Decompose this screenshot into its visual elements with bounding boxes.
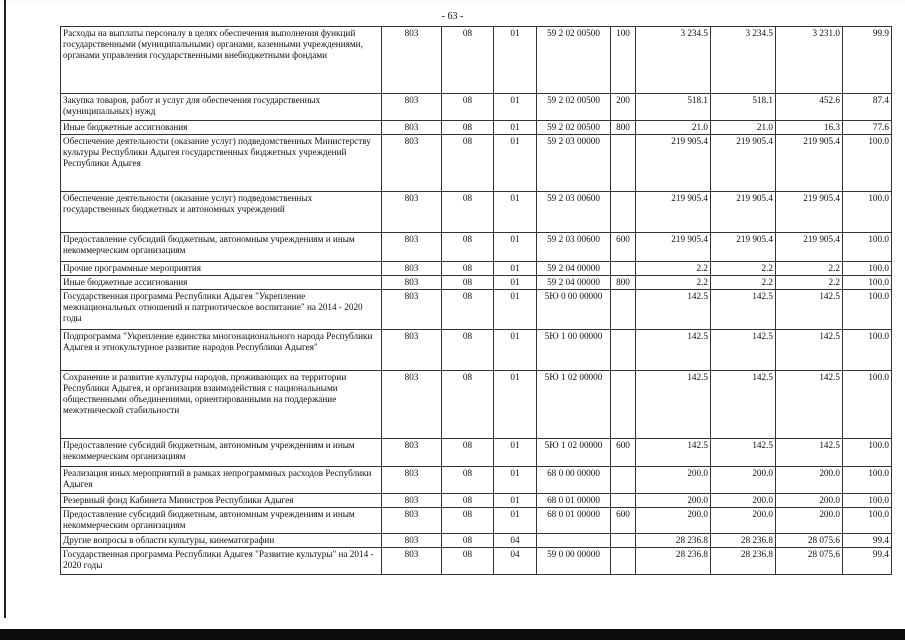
ved-code: 803 xyxy=(382,276,442,290)
execution-percent: 77.6 xyxy=(843,121,892,135)
approved-amount: 2.2 xyxy=(636,276,711,290)
execution-percent: 100.0 xyxy=(843,439,892,467)
section-code: 08 xyxy=(442,192,494,233)
executed-amount: 142.5 xyxy=(776,439,843,467)
row-name: Другие вопросы в области культуры, кинематографии xyxy=(61,534,382,548)
approved-amount: 200.0 xyxy=(636,467,711,494)
ved-code: 803 xyxy=(382,534,442,548)
ved-code: 803 xyxy=(382,27,442,94)
table-row xyxy=(61,467,892,494)
expense-type-code xyxy=(611,330,636,371)
approved-amount: 142.5 xyxy=(636,371,711,439)
target-item-code: 5Ю 1 02 00000 xyxy=(537,371,611,439)
executed-amount: 142.5 xyxy=(776,371,843,439)
execution-percent: 100.0 xyxy=(843,494,892,508)
planned-amount: 142.5 xyxy=(711,330,776,371)
row-name: Сохранение и развитие культуры народов, проживающих на территории Республики Адыгея, и организация взаимодействия с национальными общественными объединениями, ориентированными на поддержание межэтнической стабильности xyxy=(61,371,382,439)
execution-percent: 100.0 xyxy=(843,330,892,371)
planned-amount: 142.5 xyxy=(711,290,776,330)
section-code: 08 xyxy=(442,135,494,192)
executed-amount: 219 905.4 xyxy=(776,192,843,233)
budget-table xyxy=(60,26,892,575)
subsection-code: 01 xyxy=(494,439,537,467)
subsection-code: 01 xyxy=(494,290,537,330)
executed-amount: 219 905.4 xyxy=(776,135,843,192)
executed-amount: 2.2 xyxy=(776,262,843,276)
execution-percent: 99.4 xyxy=(843,534,892,548)
table-row xyxy=(61,371,892,439)
planned-amount: 219 905.4 xyxy=(711,135,776,192)
expense-type-code xyxy=(611,534,636,548)
expense-type-code xyxy=(611,262,636,276)
expense-type-code: 100 xyxy=(611,27,636,94)
planned-amount: 2.2 xyxy=(711,276,776,290)
subsection-code: 01 xyxy=(494,508,537,534)
table-row xyxy=(61,27,892,94)
ved-code: 803 xyxy=(382,494,442,508)
executed-amount: 16.3 xyxy=(776,121,843,135)
target-item-code: 59 2 02 00500 xyxy=(537,121,611,135)
executed-amount: 200.0 xyxy=(776,494,843,508)
executed-amount: 142.5 xyxy=(776,290,843,330)
section-code: 08 xyxy=(442,262,494,276)
subsection-code: 01 xyxy=(494,276,537,290)
ved-code: 803 xyxy=(382,439,442,467)
row-name: Предоставление субсидий бюджетным, автономным учреждениям и иным некоммерческим организациям xyxy=(61,439,382,467)
planned-amount: 200.0 xyxy=(711,508,776,534)
subsection-code: 01 xyxy=(494,94,537,121)
approved-amount: 219 905.4 xyxy=(636,233,711,262)
planned-amount: 142.5 xyxy=(711,371,776,439)
approved-amount: 142.5 xyxy=(636,439,711,467)
ved-code: 803 xyxy=(382,330,442,371)
execution-percent: 99.9 xyxy=(843,27,892,94)
table-row xyxy=(61,233,892,262)
execution-percent: 100.0 xyxy=(843,508,892,534)
expense-type-code xyxy=(611,548,636,575)
subsection-code: 01 xyxy=(494,330,537,371)
ved-code: 803 xyxy=(382,508,442,534)
expense-type-code xyxy=(611,371,636,439)
target-item-code: 59 2 04 00000 xyxy=(537,262,611,276)
target-item-code: 59 2 04 00000 xyxy=(537,276,611,290)
approved-amount: 219 905.4 xyxy=(636,192,711,233)
table-row xyxy=(61,548,892,575)
approved-amount: 200.0 xyxy=(636,508,711,534)
subsection-code: 01 xyxy=(494,262,537,276)
subsection-code: 01 xyxy=(494,233,537,262)
row-name: Резервный фонд Кабинета Министров Республики Адыгея xyxy=(61,494,382,508)
section-code: 08 xyxy=(442,233,494,262)
row-name: Государственная программа Республики Адыгея "Развитие культуры" на 2014 - 2020 годы xyxy=(61,548,382,575)
executed-amount: 452.6 xyxy=(776,94,843,121)
target-item-code: 59 2 03 00600 xyxy=(537,233,611,262)
approved-amount: 21.0 xyxy=(636,121,711,135)
ved-code: 803 xyxy=(382,467,442,494)
page-number: - 63 - xyxy=(441,11,464,22)
row-name: Обеспечение деятельности (оказание услуг) подведомственных Министерству культуры Республики Адыгея государственных бюджетных учреждений Республики Адыгея xyxy=(61,135,382,192)
target-item-code: 59 2 03 00600 xyxy=(537,192,611,233)
target-item-code: 5Ю 1 02 00000 xyxy=(537,439,611,467)
subsection-code: 04 xyxy=(494,548,537,575)
ved-code: 803 xyxy=(382,192,442,233)
planned-amount: 28 236.8 xyxy=(711,548,776,575)
table-row xyxy=(61,276,892,290)
ved-code: 803 xyxy=(382,135,442,192)
target-item-code: 68 0 01 00000 xyxy=(537,494,611,508)
section-code: 08 xyxy=(442,508,494,534)
row-name: Предоставление субсидий бюджетным, автономным учреждениям и иным некоммерческим организациям xyxy=(61,233,382,262)
target-item-code: 59 2 02 00500 xyxy=(537,27,611,94)
row-name: Закупка товаров, работ и услуг для обеспечения государственных (муниципальных) нужд xyxy=(61,94,382,121)
executed-amount: 3 231.0 xyxy=(776,27,843,94)
row-name: Иные бюджетные ассигнования xyxy=(61,276,382,290)
section-code: 08 xyxy=(442,121,494,135)
section-code: 08 xyxy=(442,330,494,371)
planned-amount: 200.0 xyxy=(711,467,776,494)
section-code: 08 xyxy=(442,534,494,548)
ved-code: 803 xyxy=(382,262,442,276)
row-name: Расходы на выплаты персоналу в целях обеспечения выполнения функций государственными (муниципальными) органами, казенными учреждениями, органами управления государственными внебюджетными фондами xyxy=(61,27,382,94)
subsection-code: 04 xyxy=(494,534,537,548)
planned-amount: 21.0 xyxy=(711,121,776,135)
table-row xyxy=(61,534,892,548)
execution-percent: 87.4 xyxy=(843,94,892,121)
table-row xyxy=(61,330,892,371)
ved-code: 803 xyxy=(382,233,442,262)
expense-type-code: 800 xyxy=(611,121,636,135)
ved-code: 803 xyxy=(382,121,442,135)
target-item-code: 68 0 01 00000 xyxy=(537,508,611,534)
table-row xyxy=(61,121,892,135)
row-name: Иные бюджетные ассигнования xyxy=(61,121,382,135)
target-item-code: 5Ю 1 00 00000 xyxy=(537,330,611,371)
planned-amount: 200.0 xyxy=(711,494,776,508)
planned-amount: 2.2 xyxy=(711,262,776,276)
row-name: Государственная программа Республики Адыгея "Укрепление межнациональных отношений и патриотическое воспитание" на 2014 - 2020 годы xyxy=(61,290,382,330)
table-row xyxy=(61,94,892,121)
table-row xyxy=(61,439,892,467)
target-item-code: 59 2 03 00000 xyxy=(537,135,611,192)
expense-type-code: 600 xyxy=(611,233,636,262)
table-body xyxy=(61,27,892,575)
execution-percent: 100.0 xyxy=(843,290,892,330)
expense-type-code: 800 xyxy=(611,276,636,290)
scan-left-edge xyxy=(4,0,6,618)
ved-code: 803 xyxy=(382,548,442,575)
expense-type-code xyxy=(611,494,636,508)
planned-amount: 3 234.5 xyxy=(711,27,776,94)
execution-percent: 100.0 xyxy=(843,276,892,290)
planned-amount: 518.1 xyxy=(711,94,776,121)
target-item-code: 59 2 02 00500 xyxy=(537,94,611,121)
target-item-code: 68 0 00 00000 xyxy=(537,467,611,494)
execution-percent: 100.0 xyxy=(843,192,892,233)
expense-type-code xyxy=(611,290,636,330)
expense-type-code: 600 xyxy=(611,439,636,467)
subsection-code: 01 xyxy=(494,192,537,233)
executed-amount: 219 905.4 xyxy=(776,233,843,262)
target-item-code: 5Ю 0 00 00000 xyxy=(537,290,611,330)
execution-percent: 100.0 xyxy=(843,371,892,439)
subsection-code: 01 xyxy=(494,494,537,508)
approved-amount: 2.2 xyxy=(636,262,711,276)
approved-amount: 142.5 xyxy=(636,330,711,371)
row-name: Обеспечение деятельности (оказание услуг) подведомственных государственных бюджетных и автономных учреждений xyxy=(61,192,382,233)
executed-amount: 200.0 xyxy=(776,508,843,534)
scan-bottom-edge xyxy=(0,629,905,640)
row-name: Предоставление субсидий бюджетным, автономным учреждениям и иным некоммерческим организациям xyxy=(61,508,382,534)
executed-amount: 2.2 xyxy=(776,276,843,290)
scan-top-edge xyxy=(0,0,905,3)
row-name: Прочие программные мероприятия xyxy=(61,262,382,276)
expense-type-code xyxy=(611,192,636,233)
approved-amount: 28 236.8 xyxy=(636,548,711,575)
subsection-code: 01 xyxy=(494,27,537,94)
planned-amount: 219 905.4 xyxy=(711,192,776,233)
execution-percent: 100.0 xyxy=(843,262,892,276)
subsection-code: 01 xyxy=(494,371,537,439)
section-code: 08 xyxy=(442,27,494,94)
planned-amount: 219 905.4 xyxy=(711,233,776,262)
approved-amount: 200.0 xyxy=(636,494,711,508)
expense-type-code xyxy=(611,135,636,192)
table-row xyxy=(61,494,892,508)
executed-amount: 200.0 xyxy=(776,467,843,494)
approved-amount: 219 905.4 xyxy=(636,135,711,192)
planned-amount: 142.5 xyxy=(711,439,776,467)
section-code: 08 xyxy=(442,276,494,290)
approved-amount: 518.1 xyxy=(636,94,711,121)
approved-amount: 3 234.5 xyxy=(636,27,711,94)
subsection-code: 01 xyxy=(494,121,537,135)
ved-code: 803 xyxy=(382,371,442,439)
table-row xyxy=(61,290,892,330)
section-code: 08 xyxy=(442,494,494,508)
expense-type-code: 200 xyxy=(611,94,636,121)
expense-type-code xyxy=(611,467,636,494)
section-code: 08 xyxy=(442,548,494,575)
table-row xyxy=(61,135,892,192)
subsection-code: 01 xyxy=(494,135,537,192)
executed-amount: 142.5 xyxy=(776,330,843,371)
executed-amount: 28 075.6 xyxy=(776,548,843,575)
section-code: 08 xyxy=(442,290,494,330)
approved-amount: 142.5 xyxy=(636,290,711,330)
execution-percent: 100.0 xyxy=(843,135,892,192)
subsection-code: 01 xyxy=(494,467,537,494)
ved-code: 803 xyxy=(382,94,442,121)
table-row xyxy=(61,262,892,276)
section-code: 08 xyxy=(442,371,494,439)
target-item-code xyxy=(537,534,611,548)
execution-percent: 100.0 xyxy=(843,233,892,262)
executed-amount: 28 075.6 xyxy=(776,534,843,548)
row-name: Реализация иных мероприятий в рамках непрограммных расходов Республики Адыгея xyxy=(61,467,382,494)
table-row xyxy=(61,192,892,233)
execution-percent: 100.0 xyxy=(843,467,892,494)
execution-percent: 99.4 xyxy=(843,548,892,575)
target-item-code: 59 0 00 00000 xyxy=(537,548,611,575)
approved-amount: 28 236.8 xyxy=(636,534,711,548)
expense-type-code: 600 xyxy=(611,508,636,534)
section-code: 08 xyxy=(442,94,494,121)
planned-amount: 28 236.8 xyxy=(711,534,776,548)
section-code: 08 xyxy=(442,467,494,494)
ved-code: 803 xyxy=(382,290,442,330)
section-code: 08 xyxy=(442,439,494,467)
table-row xyxy=(61,508,892,534)
row-name: Подпрограмма "Укрепление единства многонационального народа Республики Адыгея и этнокультурное развитие народов Республики Адыгея" xyxy=(61,330,382,371)
